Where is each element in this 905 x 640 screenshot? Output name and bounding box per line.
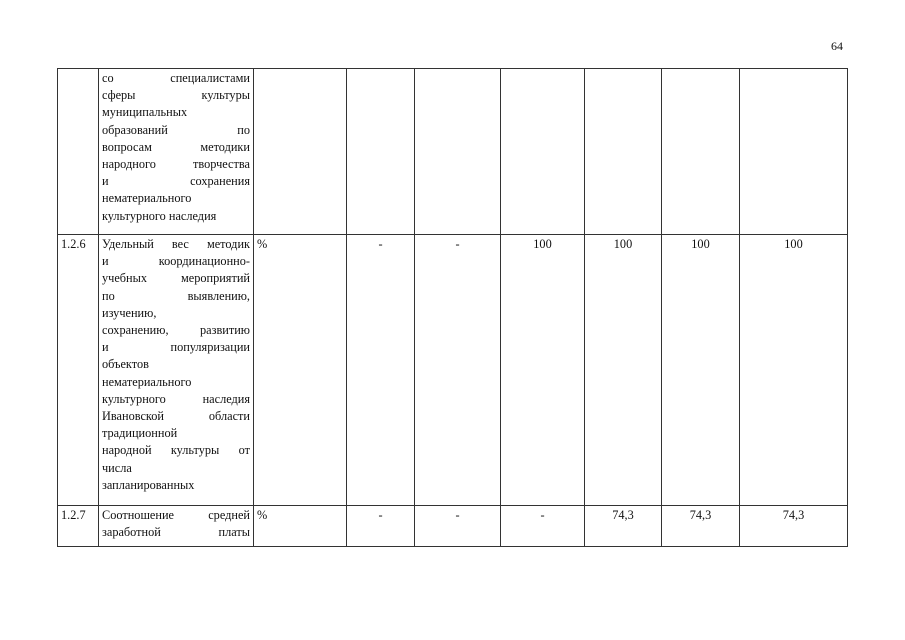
indicator-name-line: заработной платы	[102, 525, 250, 540]
indicator-name-line: Соотношение средней	[102, 508, 250, 522]
table-row	[58, 506, 848, 547]
indicator-name-line: образований по	[102, 122, 250, 137]
row-number: 1.2.7	[58, 506, 99, 547]
indicator-name-line: народной культуры от	[102, 443, 250, 458]
value-cell: -	[415, 235, 501, 506]
indicator-name-line: и популяризации	[102, 340, 250, 355]
value-cell	[740, 69, 848, 235]
indicator-name-line: сферы культуры	[102, 88, 250, 103]
row-number	[58, 69, 99, 235]
indicator-name-line: культурного наследия	[102, 391, 250, 406]
value-cell: 74,3	[585, 506, 662, 547]
value-cell: 74,3	[740, 506, 848, 547]
indicator-name	[99, 69, 254, 235]
indicator-name-line: культурного наследия	[102, 208, 217, 223]
indicator-name-line: изучению,	[102, 305, 157, 320]
unit-cell: %	[254, 235, 347, 506]
value-cell: -	[415, 506, 501, 547]
indicator-name-line: сохранению, развитию	[102, 323, 250, 338]
indicator-name-line: традиционной	[102, 426, 178, 441]
value-cell: 100	[662, 235, 740, 506]
indicator-name-line: по выявлению,	[102, 288, 250, 303]
indicator-name-line: запланированных	[102, 477, 195, 492]
indicator-name-line: муниципальных	[102, 105, 188, 120]
value-cell: 74,3	[662, 506, 740, 547]
indicator-name-line: и координационно-	[102, 254, 250, 269]
value-cell: 100	[585, 235, 662, 506]
table-row	[58, 235, 848, 506]
value-cell	[501, 69, 585, 235]
value-cell	[415, 69, 501, 235]
table-row	[58, 69, 848, 235]
value-cell: 100	[740, 235, 848, 506]
unit-cell	[254, 69, 347, 235]
value-cell	[662, 69, 740, 235]
indicator-name-line: Удельный вес методик	[102, 237, 250, 251]
value-cell: 100	[501, 235, 585, 506]
page-number: 64	[831, 39, 843, 53]
indicator-name-line: и сохранения	[102, 174, 250, 189]
row-number: 1.2.6	[58, 235, 99, 506]
indicator-name-line: числа	[102, 460, 132, 475]
indicator-name-line: со специалистами	[102, 71, 250, 85]
empty-cell	[347, 69, 415, 235]
indicator-name-line: нематериального	[102, 374, 192, 389]
indicator-name-line: нематериального	[102, 191, 192, 206]
indicator-name-line: вопросам методики	[102, 139, 250, 154]
indicator-name-line: Ивановской области	[102, 409, 250, 424]
unit-cell: %	[254, 506, 347, 547]
indicator-name-line: объектов	[102, 357, 149, 372]
indicator-name-line: народного творчества	[102, 157, 250, 172]
indicator-name	[99, 506, 254, 547]
indicator-name-line: учебных мероприятий	[102, 271, 250, 286]
value-cell: -	[501, 506, 585, 547]
indicator-table	[57, 68, 848, 547]
value-cell	[585, 69, 662, 235]
indicator-name	[99, 235, 254, 506]
value-cell: -	[347, 506, 415, 547]
value-cell: -	[347, 235, 415, 506]
